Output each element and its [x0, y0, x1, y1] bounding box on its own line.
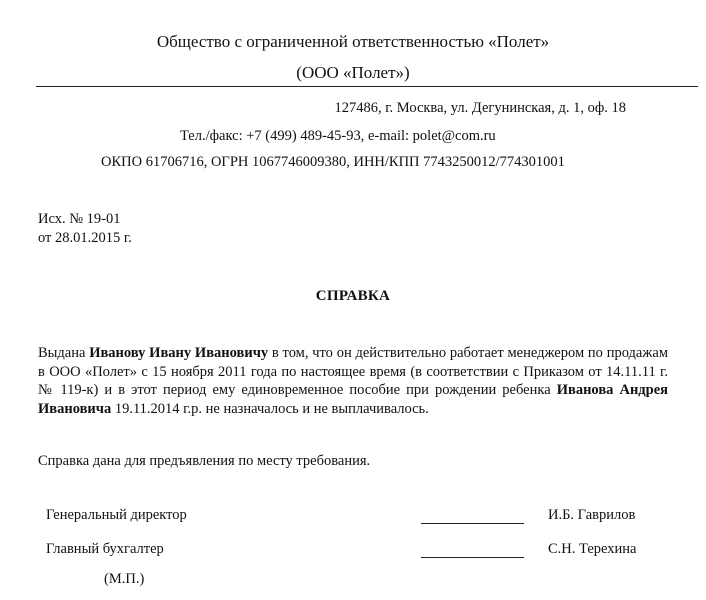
organization-codes: ОКПО 61706716, ОГРН 1067746009380, ИНН/КПП 7743250012/774301001 — [101, 154, 565, 170]
signature-line-accountant — [421, 557, 524, 558]
body-text-part2: 19.11.2014 г.р. не назначалось и не выплачивалось. — [111, 400, 429, 417]
signature-line-director — [421, 523, 524, 524]
outgoing-date: от 28.01.2015 г. — [38, 230, 132, 246]
body-prefix: Выдана — [38, 345, 90, 361]
certificate-body — [38, 344, 668, 418]
signatory-name-director: И.Б. Гаврилов — [548, 507, 636, 523]
body-text-part1: в том, что он действительно работает менеджером по продажам в ООО «Полет» с 15 ноября 2011 года по настоящее время (в соответствии с Приказом от 14.11.11 г. № 119-к) и в этот период ему единовременное пособие при рождении ребенка — [38, 345, 668, 398]
signatory-position-director: Генеральный директор — [46, 507, 187, 523]
certificate-purpose: Справка дана для предъявления по месту требования. — [38, 453, 371, 469]
document-title: СПРАВКА — [315, 288, 391, 304]
organization-address: 127486, г. Москва, ул. Дегунинская, д. 1, оф. 18 — [334, 100, 626, 116]
recipient-name: Иванову Ивану Ивановичу — [89, 345, 269, 361]
organization-full-name: Общество с ограниченной ответственностью «Полет» — [156, 32, 550, 51]
organization-contacts: Тел./факс: +7 (499) 489-45-93, e-mail: polet@com.ru — [180, 128, 496, 144]
stamp-placeholder: (М.П.) — [104, 571, 145, 587]
outgoing-number: Исх. № 19-01 — [38, 211, 121, 227]
organization-short-name: (ООО «Полет») — [296, 63, 410, 82]
child-name: Иванова Андрея Ивановича — [38, 382, 668, 417]
header-divider — [36, 86, 698, 87]
signatory-position-accountant: Главный бухгалтер — [46, 541, 164, 557]
signatory-name-accountant: С.Н. Терехина — [548, 541, 637, 557]
